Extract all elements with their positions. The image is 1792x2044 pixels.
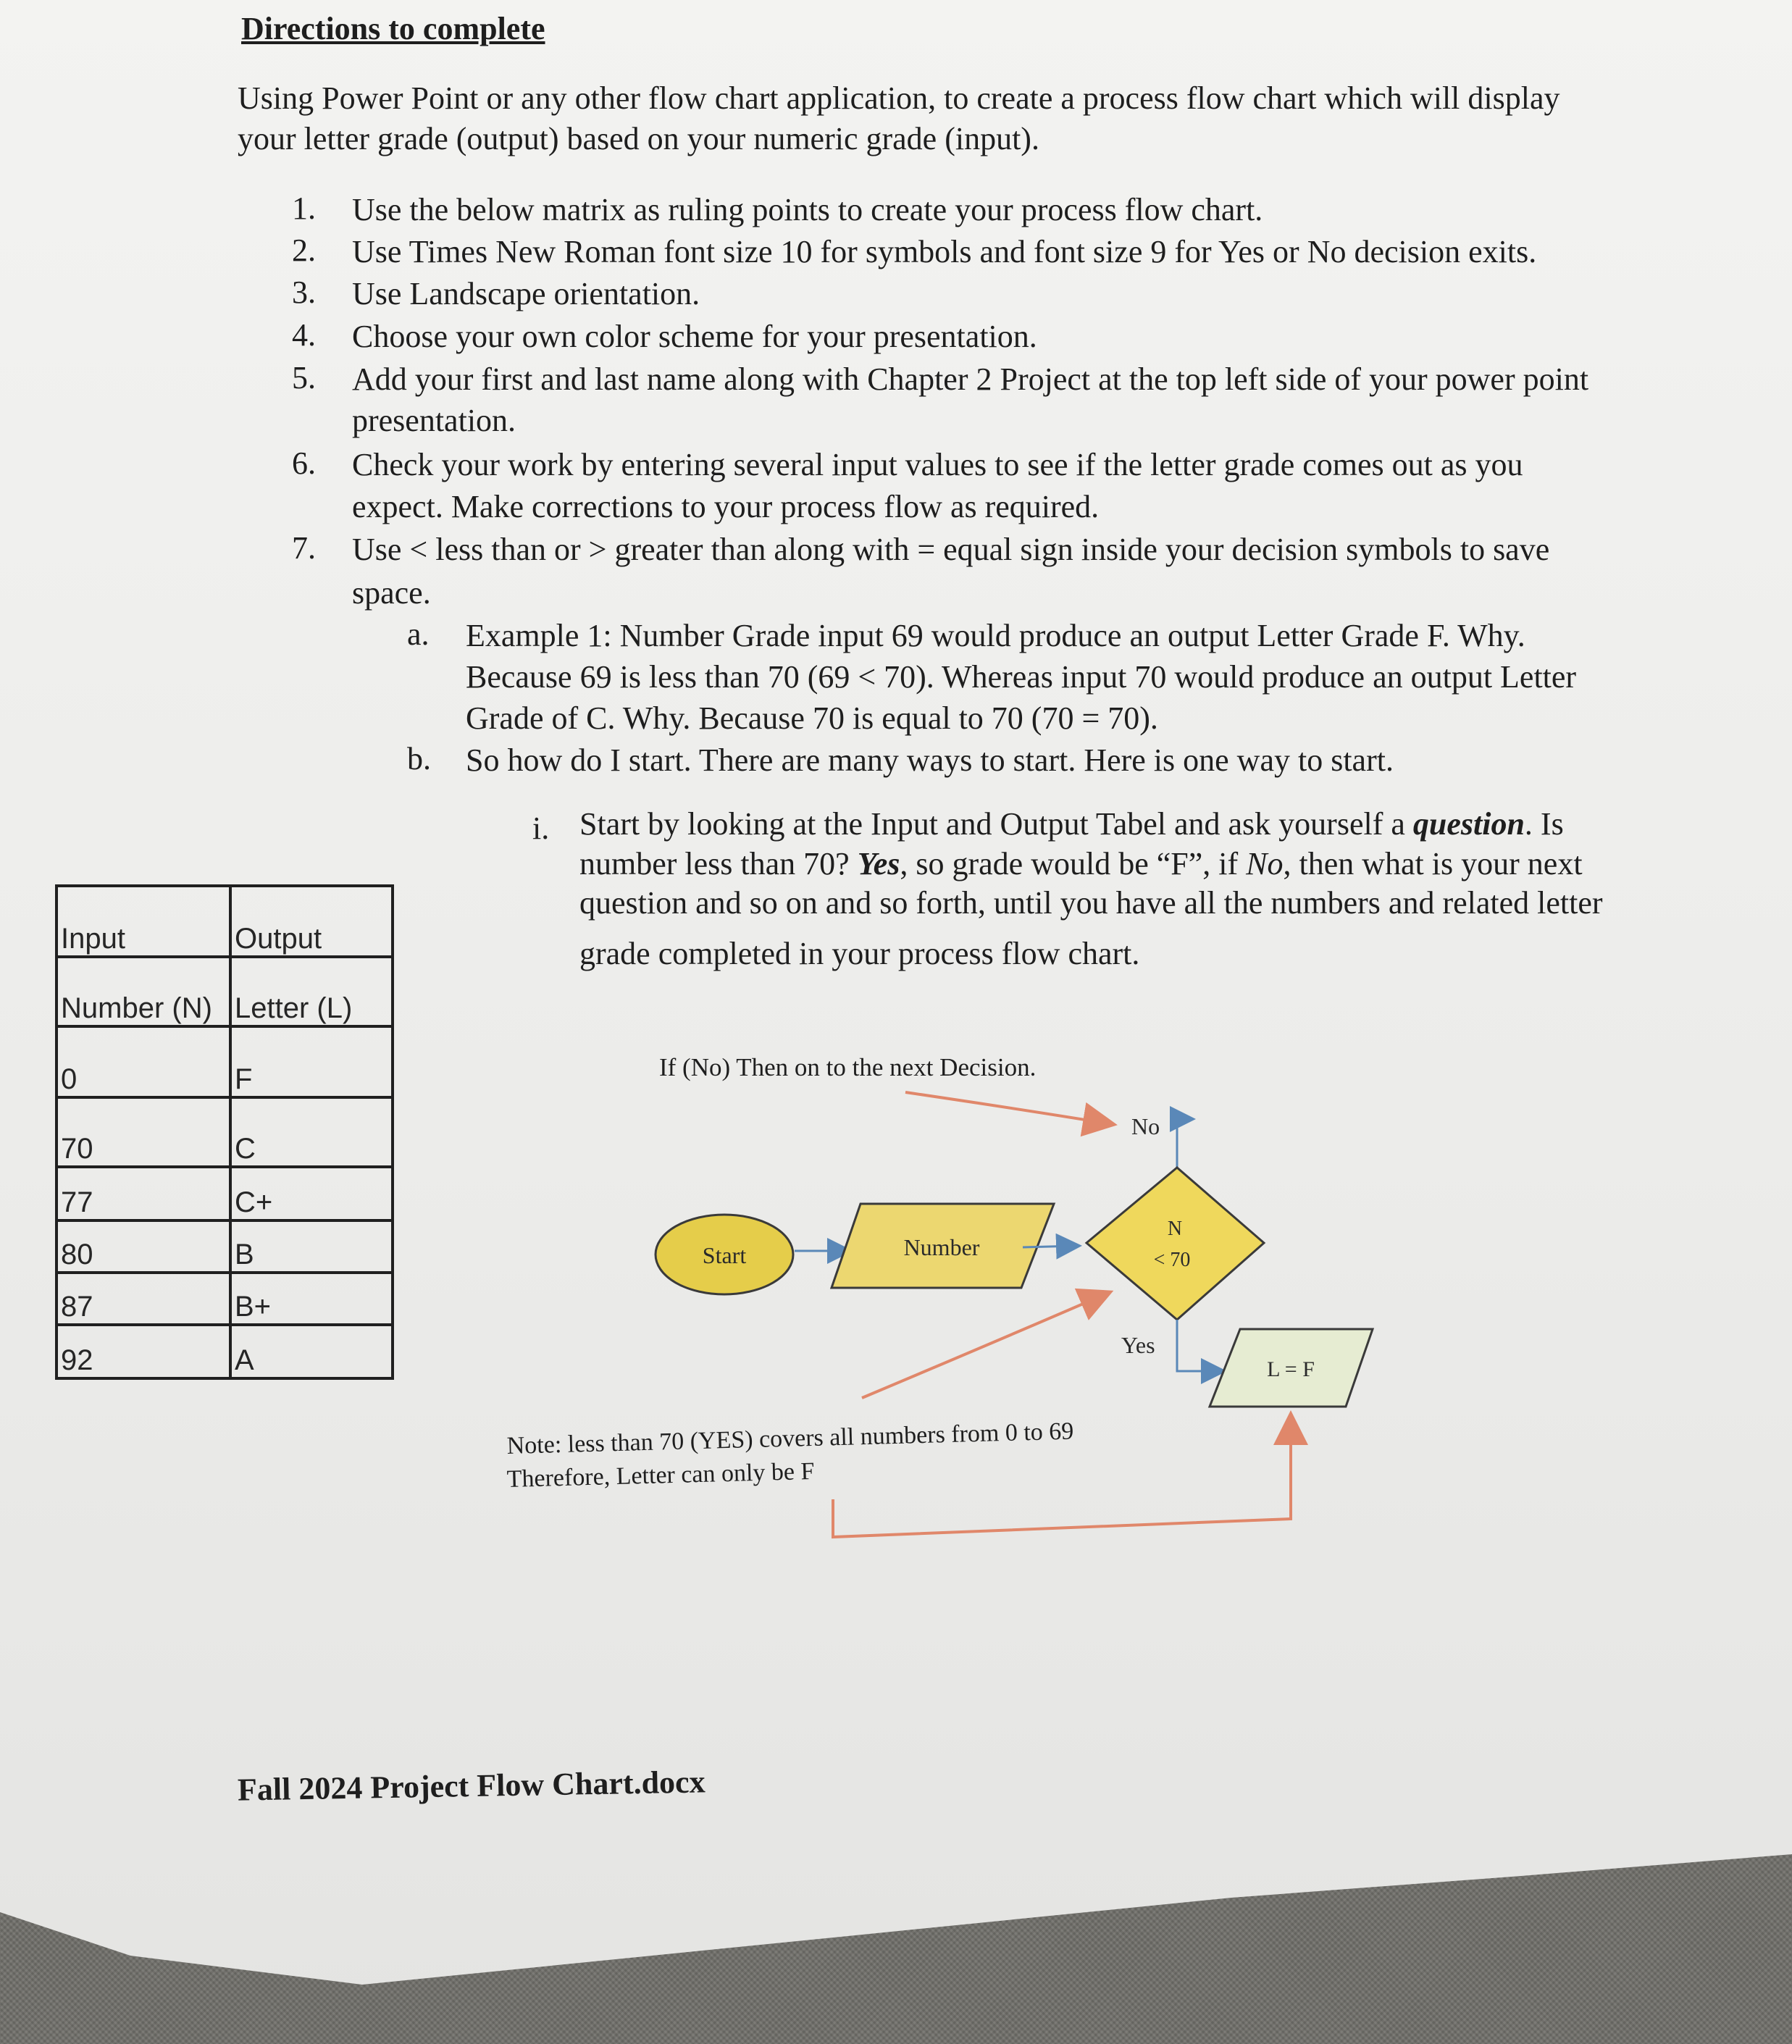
- table-cell-letter: C: [230, 1097, 393, 1167]
- step-number-1: 1.: [292, 190, 316, 226]
- no-exit-connector: [1177, 1119, 1192, 1168]
- document-footer-filename: Fall 2024 Project Flow Chart.docx: [237, 1764, 706, 1808]
- table-cell-letter: B+: [230, 1273, 393, 1325]
- step-7-line-2: space.: [352, 575, 431, 611]
- roman-question-emphasis: question: [1412, 806, 1525, 842]
- table-cell-letter: C+: [230, 1167, 393, 1220]
- table-cell-letter: F: [230, 1026, 393, 1097]
- substep-a-line-2: Because 69 is less than 70 (69 < 70). Whereas input 70 would produce an output Letter: [466, 659, 1577, 695]
- roman-line-2-e: , then what is your next: [1283, 846, 1583, 881]
- roman-line-2-a: number less than 70?: [579, 846, 858, 881]
- step-5-line-1: Add your first and last name along with Chapter 2 Project at the top left side of your power point: [352, 361, 1589, 397]
- step-number-3: 3.: [292, 275, 316, 310]
- page-heading: Directions to complete: [241, 11, 545, 46]
- decision-diamond-shape: [1086, 1168, 1264, 1320]
- substep-b-line-1: So how do I start. There are many ways to start. Here is one way to start.: [466, 742, 1394, 778]
- substep-label-b: b.: [407, 741, 431, 776]
- substep-label-a: a.: [407, 616, 430, 652]
- yes-exit-label: Yes: [1121, 1332, 1155, 1358]
- table-cell-number: 70: [56, 1097, 230, 1167]
- table-cell-number: 80: [56, 1220, 230, 1273]
- decision-variable-label: N: [1167, 1218, 1183, 1240]
- table-cell-letter: B: [230, 1220, 393, 1273]
- yes-exit-connector: [1177, 1320, 1223, 1371]
- roman-line-3: question and so on and so forth, until you have all the numbers and related letter: [579, 885, 1603, 921]
- step-number-5: 5.: [292, 360, 316, 395]
- roman-no-emphasis: No: [1246, 846, 1284, 881]
- note-pointer-arrow: [862, 1293, 1108, 1398]
- table-cell-number: 87: [56, 1273, 230, 1325]
- table-cell-number: 0: [56, 1026, 230, 1097]
- table-header-input: Input: [56, 886, 230, 957]
- step-2-line-1: Use Times New Roman font size 10 for symbols and font size 9 for Yes or No decision exits.: [352, 234, 1537, 269]
- step-6-line-2: expect. Make corrections to your process flow as required.: [352, 489, 1100, 524]
- substep-a-line-1: Example 1: Number Grade input 69 would produce an output Letter Grade F. Why.: [466, 618, 1525, 653]
- roman-line-1-a: Start by looking at the Input and Output Tabel and ask yourself a: [579, 806, 1413, 842]
- table-cell-number: 92: [56, 1325, 230, 1378]
- table-header-letter: Letter (L): [230, 957, 393, 1026]
- no-exit-label: No: [1131, 1113, 1160, 1139]
- table-cell-number: 77: [56, 1167, 230, 1220]
- roman-label-i: i.: [532, 811, 550, 846]
- roman-line-2-c: , so grade would be “F”, if: [900, 846, 1247, 881]
- step-number-4: 4.: [292, 317, 316, 353]
- step-7-line-1: Use < less than or > greater than along with = equal sign inside your decision symbols to save: [352, 532, 1550, 567]
- output-label: L = F: [1267, 1357, 1315, 1381]
- table-header-number: Number (N): [56, 957, 230, 1026]
- step-4-line-1: Choose your own color scheme for your presentation.: [352, 319, 1037, 354]
- roman-line-1-c: . Is: [1524, 806, 1564, 842]
- caption-pointer-arrow: [905, 1092, 1112, 1124]
- roman-yes-emphasis: Yes: [857, 846, 900, 881]
- step-1-line-1: Use the below matrix as ruling points to create your process flow chart.: [352, 192, 1263, 227]
- step-number-7: 7.: [292, 530, 316, 566]
- step-6-line-1: Check your work by entering several input values to see if the letter grade comes out as you: [352, 447, 1523, 482]
- intro-line-2: your letter grade (output) based on your numeric grade (input).: [238, 121, 1039, 156]
- step-5-line-2: presentation.: [352, 403, 516, 438]
- intro-line-1: Using Power Point or any other flow chart application, to create a process flow chart which will display: [238, 80, 1560, 116]
- substep-a-line-3: Grade of C. Why. Because 70 is equal to 70 (70 = 70).: [466, 700, 1158, 736]
- number-label: Number: [903, 1234, 980, 1260]
- step-number-6: 6.: [292, 445, 316, 481]
- start-label: Start: [702, 1242, 747, 1268]
- note-line-1: Note: less than 70 (YES) covers all numbers from 0 to 69: [506, 1417, 1074, 1459]
- step-number-2: 2.: [292, 233, 316, 268]
- note-line-2: Therefore, Letter can only be F: [506, 1457, 815, 1493]
- table-header-output: Output: [230, 886, 393, 957]
- decision-condition-label: < 70: [1153, 1249, 1191, 1271]
- roman-line-4: grade completed in your process flow chart.: [579, 936, 1140, 971]
- number-to-decision-connector: [1023, 1246, 1078, 1247]
- table-cell-letter: A: [230, 1325, 393, 1378]
- step-3-line-1: Use Landscape orientation.: [352, 276, 700, 311]
- flowchart-caption: If (No) Then on to the next Decision.: [659, 1053, 1037, 1081]
